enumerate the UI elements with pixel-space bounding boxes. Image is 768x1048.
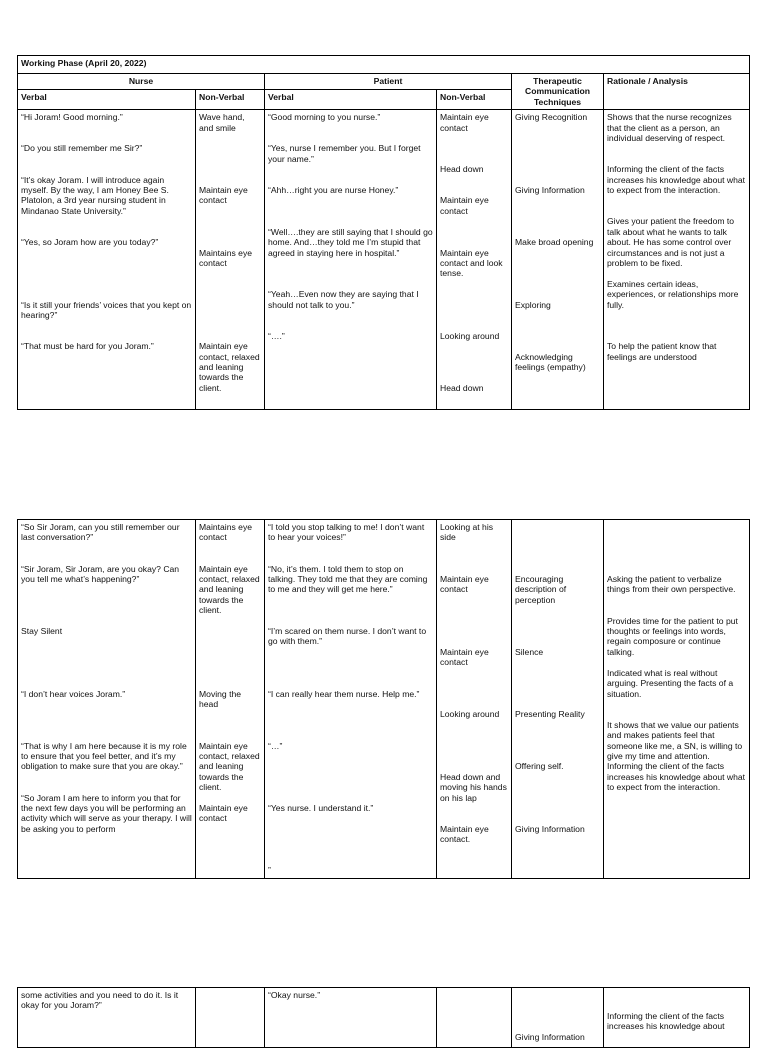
patient-header: Patient — [265, 74, 512, 90]
patient-verbal-cell: “I told you stop talking to me! I don’t want to hear your voices!” “No, it’s them. I told them to stop on talking. They told me that they are coming to me and they will get me here.” “I’m scared on them nurse. I don’t want to go with them.” “I can really hear them nurse. Help me.” “…” “Yes nurse. I understand it.” ” — [265, 520, 437, 879]
continued-table-2 — [17, 987, 750, 1048]
table-title: Working Phase (April 20, 2022) — [18, 56, 750, 74]
nurse-nonverbal-cell: Wave hand, and smile Maintain eye contact Maintains eye contact Maintain eye contact, relaxed and leaning towards the client. — [196, 110, 265, 410]
nurse-nonverbal-cell — [196, 988, 265, 1048]
patient-nonverbal-cell: Looking at his side Maintain eye contact Maintain eye contact Looking around Head down and moving his hands on his lap Maintain eye contact. — [437, 520, 512, 879]
rationale-cell: Informing the client of the facts increases his knowledge about — [604, 988, 750, 1048]
patient-verbal-header: Verbal — [265, 89, 437, 109]
nurse-verbal-cell: some activities and you need to do it. Is it okay for you Joram?” — [18, 988, 196, 1048]
nurse-verbal-header: Verbal — [18, 89, 196, 109]
nurse-verbal-cell: “Hi Joram! Good morning.” “Do you still remember me Sir?” “It’s okay Joram. I will introduce again myself. By the way, I am Honey Bee S. Platolon, a 3rd year nursing student in Mindanao State University.” “Yes, so Joram how are you today?” “Is it still your friends’ voices that you kept on hearing?” “That must be hard for you Joram.” — [18, 110, 196, 410]
techniques-cell: Giving Recognition Giving Information Make broad opening Exploring Acknowledging feelings (empathy) — [512, 110, 604, 410]
techniques-cell: Giving Information — [512, 988, 604, 1048]
working-phase-table — [17, 55, 750, 410]
patient-nonverbal-cell: Maintain eye contact Head down Maintain eye contact Maintain eye contact and look tense. Looking around Head down — [437, 110, 512, 410]
patient-nonverbal-cell — [437, 988, 512, 1048]
techniques-header: Therapeutic Communication Techniques — [512, 74, 604, 110]
nurse-header: Nurse — [18, 74, 265, 90]
rationale-header: Rationale / Analysis — [604, 74, 750, 110]
nurse-nonverbal-header: Non-Verbal — [196, 89, 265, 109]
patient-verbal-cell: “Okay nurse.” — [265, 988, 437, 1048]
continued-table — [17, 519, 750, 879]
rationale-cell: Shows that the nurse recognizes that the client as a person, an individual deserving of respect. Informing the client of the facts increases his knowledge about what to expect from the interaction. Gives your patient the freedom to talk about what he wants to talk about. He has some control over circumstances and is not just a problem to be fixed. Examines certain ideas, experiences, or relationships more fully. To help the patient know that feelings are understood — [604, 110, 750, 410]
patient-verbal-cell: “Good morning to you nurse.” “Yes, nurse I remember you. But I forget your name.” “Ahh…right you are nurse Honey.” “Well….they are still saying that I should go home. And…they told me I’m stupid that agreed in staying here in hospital.” “Yeah…Even now they are saying that I should not talk to you.” “….” — [265, 110, 437, 410]
patient-nonverbal-header: Non-Verbal — [437, 89, 512, 109]
nurse-verbal-cell: “So Sir Joram, can you still remember our last conversation?” “Sir Joram, Sir Joram, are you okay? Can you tell me what’s happening?” Stay Silent “I don’t hear voices Joram.” “That is why I am here because it is my role to ensure that you feel better, and it’s my obligation to make sure that you are okay.” “So Joram I am here to inform you that for the next few days you will be performing an activity which will serve as your therapy. I will be asking you to perform — [18, 520, 196, 879]
nurse-nonverbal-cell: Maintains eye contact Maintain eye contact, relaxed and leaning towards the client. Moving the head Maintain eye contact, relaxed and leaning towards the client. Maintain eye contact — [196, 520, 265, 879]
rationale-cell: Asking the patient to verbalize things from their own perspective. Provides time for the patient to put thoughts or feelings into words, regain composure or continue talking. Indicated what is real without arguing. Presenting the facts of a situation. It shows that we value our patients and makes patients feel that someone like me, a SN, is willing to give my time and attention. Informing the client of the facts increases his knowledge about what to expect from the interaction. — [604, 520, 750, 879]
techniques-cell: Encouraging description of perception Silence Presenting Reality Offering self. Giving Information — [512, 520, 604, 879]
